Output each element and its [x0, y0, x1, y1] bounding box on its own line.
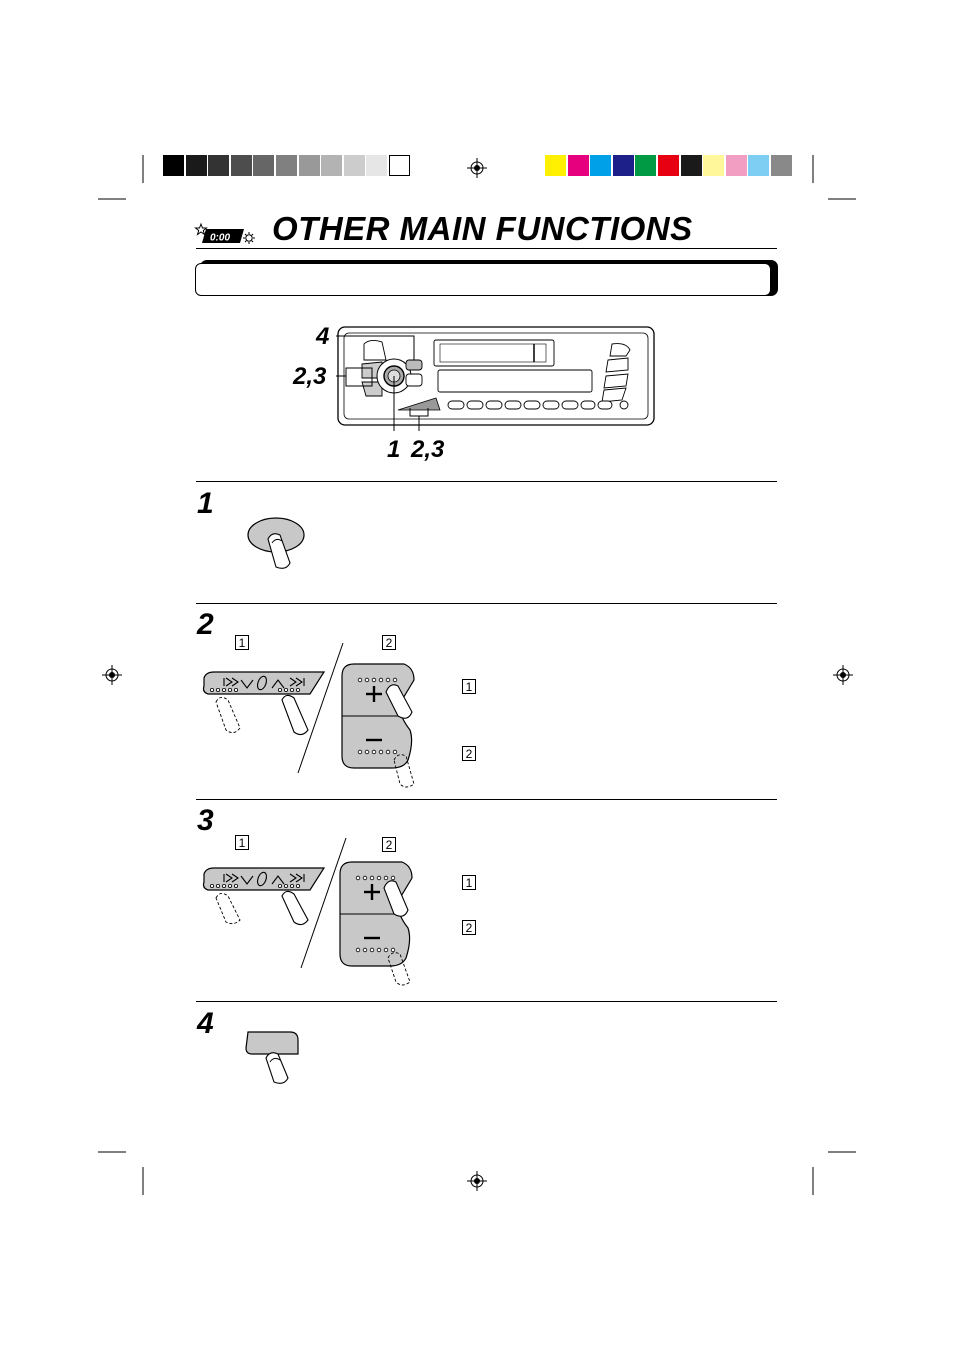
step-2-rule — [196, 603, 777, 604]
step-3-plus-minus-button-icon — [338, 858, 418, 988]
color-calibration-bar — [545, 155, 794, 176]
step-2-note-2: 2 — [462, 746, 476, 761]
step-2-panel-label-2: 2 — [382, 635, 396, 650]
gray-swatch — [366, 155, 387, 176]
color-swatch — [590, 155, 611, 176]
callout-2-3-bottom: 2,3 — [411, 436, 445, 463]
clock-icon-text: 0:00 — [209, 232, 231, 244]
gray-swatch — [276, 155, 297, 176]
callout-1: 1 — [387, 436, 401, 463]
gray-swatch — [186, 155, 207, 176]
clock-function-icon — [196, 222, 256, 248]
color-swatch — [748, 155, 769, 176]
step-1-number: 1 — [197, 487, 214, 520]
color-swatch — [771, 155, 792, 176]
title-rule — [196, 248, 777, 249]
color-swatch — [568, 155, 589, 176]
step-2-number: 2 — [197, 608, 214, 641]
callout-2-3-left: 2,3 — [293, 363, 327, 390]
tab-button-press-icon — [244, 1028, 314, 1088]
color-swatch — [726, 155, 747, 176]
step-3-rule — [196, 799, 777, 800]
grayscale-calibration-bar — [163, 155, 412, 176]
step-2-panel-label-1: 1 — [235, 635, 249, 650]
step-2-note-1: 1 — [462, 679, 476, 694]
registration-mark-bottom — [467, 1171, 487, 1191]
gray-swatch — [231, 155, 252, 176]
gray-swatch — [208, 155, 229, 176]
section-heading-box — [195, 263, 771, 296]
step-3-panel-label-1: 1 — [235, 835, 249, 850]
step-1-rule — [196, 481, 777, 482]
gray-swatch — [344, 155, 365, 176]
color-swatch — [635, 155, 656, 176]
gray-swatch — [321, 155, 342, 176]
callout-4: 4 — [316, 323, 330, 350]
registration-mark-left — [102, 665, 122, 685]
step-3-note-2: 2 — [462, 920, 476, 935]
step-2-plus-minus-button-icon — [340, 660, 420, 790]
car-stereo-front-panel — [336, 326, 666, 431]
registration-mark-top — [467, 158, 487, 178]
gray-swatch — [163, 155, 184, 176]
step-4-rule — [196, 1001, 777, 1002]
step-4-number: 4 — [197, 1007, 214, 1040]
step-3-number: 3 — [197, 804, 214, 837]
gray-swatch — [253, 155, 274, 176]
gray-swatch — [389, 155, 410, 176]
round-button-press-icon — [244, 509, 314, 579]
step-3-note-1: 1 — [462, 875, 476, 890]
page-title: OTHER MAIN FUNCTIONS — [272, 210, 693, 247]
registration-mark-right — [833, 665, 853, 685]
step-3-panel-label-2: 2 — [382, 837, 396, 852]
gray-swatch — [299, 155, 320, 176]
color-swatch — [681, 155, 702, 176]
color-swatch — [545, 155, 566, 176]
color-swatch — [658, 155, 679, 176]
color-swatch — [613, 155, 634, 176]
color-swatch — [703, 155, 724, 176]
